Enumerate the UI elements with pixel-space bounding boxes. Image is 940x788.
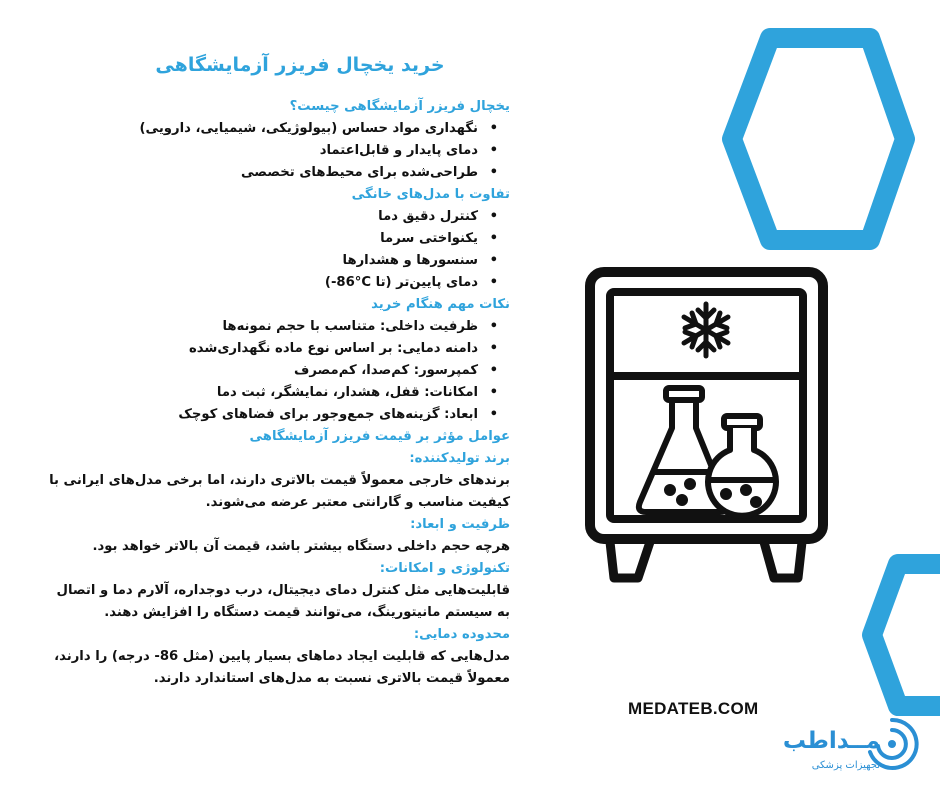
- list-item: • کمپرسور: کم‌صدا، کم‌مصرف: [40, 360, 478, 382]
- section-heading: نکات مهم هنگام خرید: [371, 297, 510, 312]
- paragraph: مدل‌هایی که قابلیت ایجاد دماهای بسیار پایین (مثل ‎-86 درجه) را دارند، معمولاً قیمت بالاتری نسبت به مدل‌های استاندارد دارند.: [54, 649, 510, 686]
- logo-name: مــداطب: [782, 728, 880, 754]
- list-item: • دامنه دمایی: بر اساس نوع ماده نگهداری‌شده: [40, 338, 478, 360]
- section-heading: تفاوت با مدل‌های خانگی: [351, 187, 510, 202]
- subsection-heading: محدوده دمایی:: [413, 627, 510, 642]
- website-url: MEDATEB.COM: [628, 699, 759, 718]
- list-item: • امکانات: قفل، هشدار، نمایشگر، ثبت دما: [40, 382, 478, 404]
- list-item: • ظرفیت داخلی: متناسب با حجم نمونه‌ها: [40, 316, 478, 338]
- section-heading: عوامل مؤثر بر قیمت فریزر آزمایشگاهی: [249, 429, 510, 444]
- bullet-list: [40, 118, 510, 184]
- section-heading: یخچال فریزر آزمایشگاهی چیست؟: [289, 99, 510, 114]
- snowflake-icon: [684, 304, 728, 356]
- subsection-heading: ظرفیت و ابعاد:: [410, 517, 510, 532]
- paragraph: برندهای خارجی معمولاً قیمت بالاتری دارند، اما برخی مدل‌های ایرانی با کیفیت مناسب و گارانتی معتبر عرضه می‌شوند.: [49, 473, 510, 510]
- list-item: • کنترل دقیق دما: [40, 206, 478, 228]
- list-item: • طراحی‌شده برای محیط‌های تخصصی: [40, 162, 478, 184]
- logo-subtitle: تجهیزات پزشکی: [811, 760, 880, 771]
- list-item: • نگهداری مواد حساس (بیولوژیکی، شیمیایی، دارویی): [40, 118, 478, 140]
- paragraph: هرچه حجم داخلی دستگاه بیشتر باشد، قیمت آن بالاتر خواهد بود.: [92, 539, 510, 554]
- list-item: • ابعاد: گزینه‌های جمع‌وجور برای فضاهای کوچک: [40, 404, 478, 426]
- hexagon-decoration-top: [700, 26, 920, 256]
- article-body: [40, 96, 510, 690]
- subsection-heading: برند تولیدکننده:: [409, 451, 510, 466]
- bullet-list: [40, 206, 510, 294]
- list-item: • سنسورها و هشدارها: [40, 250, 478, 272]
- list-item: • دمای پایدار و قابل‌اعتماد: [40, 140, 478, 162]
- bullet-list: [40, 316, 510, 426]
- list-item: • دمای پایین‌تر (تا ‎-86°C): [40, 272, 478, 294]
- brand-logo: [760, 714, 920, 784]
- list-item: • یکنواختی سرما: [40, 228, 478, 250]
- hexagon-decoration-bottom: [858, 550, 940, 720]
- lab-fridge-icon: [584, 266, 829, 584]
- paragraph: قابلیت‌هایی مثل کنترل دمای دیجیتال، درب دوجداره، آلارم دما و اتصال به سیستم مانیتورینگ، می‌توانند قیمت دستگاه را افزایش دهند.: [56, 583, 510, 620]
- subsection-heading: تکنولوژی و امکانات:: [379, 561, 510, 576]
- page-title: خرید یخچال فریزر آزمایشگاهی: [155, 54, 445, 76]
